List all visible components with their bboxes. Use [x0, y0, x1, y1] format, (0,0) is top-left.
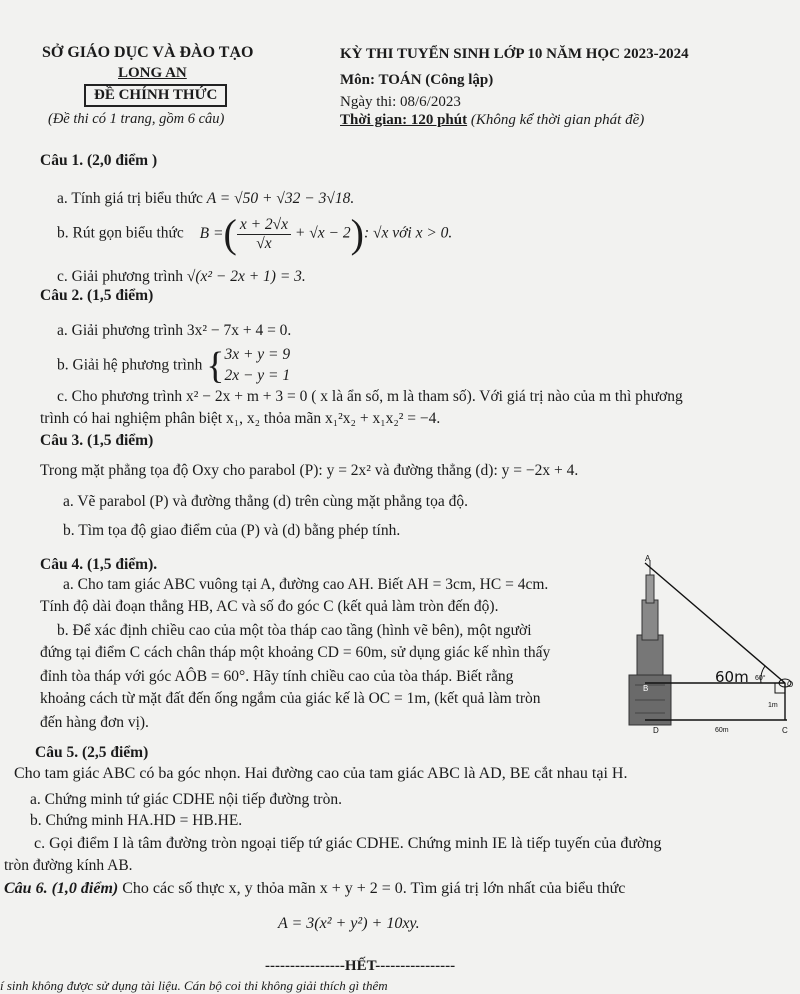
- q1-title: Câu 1. (2,0 điểm ): [40, 152, 158, 169]
- q1-a-text: a. Tính giá trị biểu thức: [57, 190, 203, 207]
- q2-title: Câu 2. (1,5 điểm): [40, 287, 154, 304]
- q4-title: Câu 4. (1,5 điểm).: [40, 556, 158, 573]
- q3-a: a. Vẽ parabol (P) và đường thẳng (d) trên cùng mặt phẳng tọa độ.: [63, 493, 468, 510]
- q4-a-line1: a. Cho tam giác ABC vuông tại A, đường cao AH. Biết AH = 3cm, HC = 4cm.: [63, 576, 549, 593]
- q4-b-line1: b. Để xác định chiều cao của một tòa tháp cao tầng (hình vẽ bên), một người: [57, 622, 532, 639]
- q1-a: [57, 190, 354, 208]
- header-province: LONG AN: [118, 65, 187, 81]
- footer-end: ----------------HẾT----------------: [265, 958, 456, 974]
- header-note: (Đề thi có 1 trang, gồm 6 câu): [48, 111, 225, 127]
- exam-time-note: (Không kể thời gian phát đề): [470, 112, 645, 128]
- exam-time-label: Thời gian: 120 phút: [340, 112, 468, 128]
- q1-b: [57, 211, 453, 256]
- q2-b-text: b. Giải hệ phương trình: [57, 356, 203, 374]
- fig-label-angle: 60°: [755, 675, 766, 682]
- q6-text: Cho các số thực x, y thỏa mãn x + y + 2 = 0. Tìm giá trị lớn nhất của biểu thức: [122, 880, 626, 897]
- exam-title: KỲ THI TUYỂN SINH LỚP 10 NĂM HỌC 2023-2024: [340, 46, 689, 62]
- q1-b-tail: : √x với x > 0.: [363, 224, 453, 242]
- q5-intro: Cho tam giác ABC có ba góc nhọn. Hai đường cao của tam giác ABC là AD, BE cắt nhau tại H.: [14, 765, 628, 782]
- q4-a-line2: Tính độ dài đoạn thẳng HB, AC và số đo góc C (kết quả làm tròn đến độ).: [40, 598, 499, 615]
- header-dept: SỞ GIÁO DỤC VÀ ĐÀO TẠO: [42, 44, 254, 61]
- fig-label-60m-handwritten: 60m: [715, 668, 749, 686]
- q2-b-system: [224, 345, 290, 387]
- q5-c-line2: tròn đường kính AB.: [4, 857, 133, 874]
- q1-b-rparen: ): [350, 211, 364, 256]
- q2-a: a. Giải phương trình 3x² − 7x + 4 = 0.: [57, 322, 292, 339]
- q2-b-eq2: 2x − y = 1: [224, 366, 291, 384]
- exam-time: [340, 112, 644, 129]
- q1-a-expr: A = √50 + √32 − 3√18.: [206, 190, 355, 207]
- q2-c-line1: c. Cho phương trình x² − 2x + m + 3 = 0 ( x là ẩn số, m là tham số). Với giá trị nào của m thì phương: [57, 388, 683, 405]
- tower-figure: [615, 555, 795, 740]
- q6-expr: A = 3(x² + y²) + 10xy.: [278, 915, 420, 932]
- q2-b: [57, 345, 290, 387]
- exam-date: Ngày thi: 08/6/2023: [340, 94, 461, 110]
- q5-title: Câu 5. (2,5 điểm): [35, 744, 149, 761]
- q5-c-line1: c. Gọi điểm I là tâm đường tròn ngoại tiếp tứ giác CDHE. Chứng minh IE là tiếp tuyến của đường: [34, 835, 662, 852]
- q1-b-den: √x: [256, 234, 272, 252]
- q3-b: b. Tìm tọa độ giao điểm của (P) và (d) bằng phép tính.: [63, 522, 401, 539]
- q2-c-line2: trình có hai nghiệm phân biệt x₁, x₂ thỏa mãn x₁²x₂ + x₁x₂² = −4.: [40, 410, 441, 427]
- header-official-stamp: ĐỀ CHÍNH THỨC: [84, 84, 227, 107]
- q4-b-line5: đến hàng đơn vị).: [40, 714, 149, 731]
- q1-c-expr: √(x² − 2x + 1) = 3.: [186, 268, 306, 285]
- q2-b-eq1: 3x + y = 9: [224, 346, 291, 363]
- q1-b-fraction: [237, 216, 291, 253]
- fig-label-60m-small: 60m: [715, 727, 729, 734]
- q3-title: Câu 3. (1,5 điểm): [40, 432, 154, 449]
- q4-b-line2: đứng tại điểm C cách chân tháp một khoảng CD = 60m, sử dụng giác kế nhìn thấy: [40, 644, 551, 661]
- q1-b-rest: + √x − 2: [294, 224, 351, 242]
- q1-c: [57, 268, 306, 286]
- q6-title: Câu 6. (1,0 điểm): [4, 880, 119, 897]
- q2-b-brace: {: [206, 344, 225, 387]
- q5-b: b. Chứng minh HA.HD = HB.HE.: [30, 812, 243, 829]
- fig-label-a: A: [645, 555, 651, 563]
- fig-label-o: O: [787, 680, 794, 689]
- exam-subject: Môn: TOÁN (Công lập): [340, 72, 494, 88]
- q1-b-lparen: (: [223, 211, 237, 256]
- fig-label-b: B: [643, 684, 649, 693]
- q5-a: a. Chứng minh tứ giác CDHE nội tiếp đường tròn.: [30, 791, 342, 808]
- q1-b-lhs: B =: [199, 224, 224, 242]
- q3-intro: Trong mặt phẳng tọa độ Oxy cho parabol (P): y = 2x² và đường thẳng (d): y = −2x + 4.: [40, 462, 579, 479]
- fig-label-d: D: [653, 726, 659, 735]
- fig-label-1m: 1m: [768, 702, 778, 709]
- q4-b-line4: khoảng cách từ mặt đất đến ống ngắm của giác kế là OC = 1m, (kết quả làm tròn: [40, 690, 541, 707]
- q6-line: [4, 880, 625, 898]
- q1-c-text: c. Giải phương trình: [57, 268, 183, 285]
- q1-b-text: b. Rút gọn biểu thức: [57, 224, 184, 242]
- q4-b-line3: đỉnh tòa tháp với góc AÔB = 60°. Hãy tính chiều cao của tòa tháp. Biết rằng: [40, 668, 514, 685]
- q1-b-num: x + 2√x: [237, 216, 291, 235]
- tower-illustration: [629, 560, 671, 725]
- fig-label-c: C: [782, 726, 788, 735]
- footer-note: í sinh không được sử dụng tài liệu. Cán bộ coi thi không giải thích gì thêm: [0, 978, 388, 993]
